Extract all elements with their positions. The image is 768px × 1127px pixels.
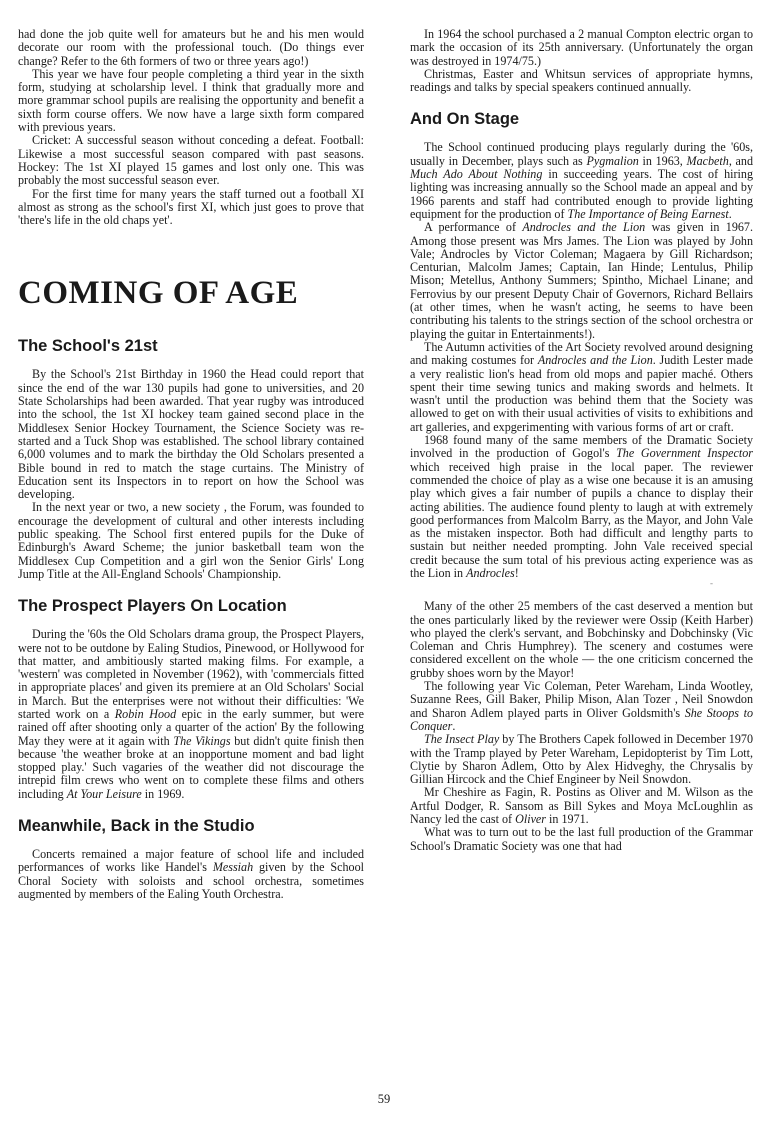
- paragraph: For the first time for many years the staff turned out a football XI almost as strong as the school's first XI, which just goes to prove that 'there's life in the old chaps yet'.: [18, 186, 364, 228]
- heading-schools-21st: The School's 21st: [18, 337, 158, 356]
- heading-back-in-studio: Meanwhile, Back in the Studio: [18, 817, 255, 836]
- paragraph: During the '60s the Old Scholars drama group, the Prospect Players, were not to be outdone by Ealing Studios, Pinewood, or Hollywood for that matter, and ambitiously started making films. For example, a 'western' was completed in November (1962), with 'commercials fitted in appropriate places' and given its premiere at an Old Scholars' Social in March. But the enterprises were not without their difficulties: 'We started work on a Robin Hood epic in the early summer, but were rained off after shooting only a quarter of the action' By the following May they were at it again with The Vikings but didn't quite finish then because 'the weather broke at an inopportune moment and bad light stopped play.' Such vagaries of the weather did not discourage the intrepid film crews who went on to complete these films and others including At Your Leisure in 1969.: [18, 627, 364, 801]
- paragraph: What was to turn out to be the last full production of the Grammar School's Dramatic Society was one that had: [410, 825, 753, 853]
- paragraph: had done the job quite well for amateurs but he and his men would decorate our room with the professional touch. (Do things ever change? Refer to the 6th formers of two or three years ago!): [18, 27, 364, 68]
- paragraph: In 1964 the school purchased a 2 manual Compton electric organ to mark the occasion of its 25th anniversary. (Unfortunately the organ was destroyed in 1974/75.): [410, 27, 753, 68]
- paragraph: This year we have four people completing a third year in the sixth form, studying at scholarship level. I think that gradually more and more grammar school pupils are realising the opportunity and benefit a sixth form course offers. We now have a large sixth form compared with previous years.: [18, 66, 364, 135]
- paragraph: The Autumn activities of the Art Society revolved around designing and making costumes for Androcles and the Lion. Judith Lester made a very realistic lion's head from old mops and papier maché. Others spent their time sewing tunics and making swords and helmets. It wasn't until the production was behind them that the Society was allowed to get on with their usual activities of visits to exhibitions and art galleries, and expgerimenting with various forms of art or craft.: [410, 339, 753, 434]
- paragraph: In the next year or two, a new society , the Forum, was founded to encourage the development of cultural and other interests including public speaking. The School first entered pupils for the Duke of Edinburgh's Award Scheme; the junior basketball team won the Middlesex Cup Competition and a girl won the Senior Girls' Long Jump Title at the All-England Schools' Championship.: [18, 500, 364, 581]
- paragraph: 1968 found many of the same members of the Dramatic Society involved in the production of Gogol's The Government Inspector which received high praise in the local paper. The reviewer commended the choice of play as a wise one because it is an amusing play which gives a fair number of pupils a chance to display their acting abilities. The audience found plenty to laugh at with extremely good performances from Malcolm Barry, as the Mayor, and John Vale as the mistaken inspector. Both had difficult and lengthy parts to sustain but neither needed prompting. John Vale received special credit because the sum total of his previous acting experience was as the Lion in Androcles!: [410, 433, 753, 580]
- heading-prospect-players: The Prospect Players On Location: [18, 597, 287, 616]
- heading-and-on-stage: And On Stage: [410, 110, 520, 129]
- page-number: 59: [377, 1092, 391, 1106]
- paragraph: Christmas, Easter and Whitsun services of appropriate hymns, readings and talks by special speakers continued annually.: [410, 66, 753, 95]
- paragraph: Mr Cheshire as Fagin, R. Postins as Oliver and M. Wilson as the Artful Dodger, R. Sansom as Bill Sykes and Moya McLoughlin as Nancy led the cast of Oliver in 1971.: [410, 785, 753, 827]
- paragraph: A performance of Androcles and the Lion was given in 1967. Among those present was Mrs James. The Lion was played by John Vale; Androcles by Victor Coleman; Magaera by Gill Richardson; Centurian, Malcolm James; Captain, Ian Hinde; Lentulus, Philip Mison; Metellus, Anthony Summers; Spintho, Michael Linane; and Ferrovius by our present Deputy Chair of Governors, Richard Bellairs (at other times, when he wasn't acting, he seems to have been contributing his talents to the strings section of the school orchestra or playing the guitar in Entertainments!).: [410, 220, 753, 341]
- right-column: [410, 28, 753, 853]
- paragraph: The School continued producing plays regularly during the '60s, usually in December, plays such as Pygmalion in 1963, Macbeth, and Much Ado About Nothing in succeeding years. The cost of hiring lighting was increasing annually so the School made an appeal and by 1966 parents and staff had contributed enough to provide lighting equipment for the production of The Importance of Being Earnest.: [410, 140, 753, 221]
- stray-mark: -: [710, 578, 713, 589]
- paragraph: The Insect Play by The Brothers Capek followed in December 1970 with the Tramp played by Peter Wareham, Lepidopterist by Tim Lott, Clytie by Sharon Adlem, Otto by Alex Hidveghy, the Chrysalis by Gillian Hircock and the Chief Engineer by Neil Snowdon.: [410, 732, 753, 787]
- paragraph: Cricket: A successful season without conceding a defeat. Football: Likewise a most successful season compared with past seasons. Hockey: The 1st XI played 15 games and lost only one. This was probably the most successful season ever.: [18, 133, 364, 188]
- left-column: [18, 28, 364, 901]
- paragraph: The following year Vic Coleman, Peter Wareham, Linda Wootley, Suzanne Rees, Gill Baker, Philip Mison, Alan Tozer , Neil Snowdon and Sharon Adlem played parts in Oliver Goldsmith's She Stoops to Conquer.: [410, 679, 753, 733]
- paragraph: Many of the other 25 members of the cast deserved a mention but the ones particularly liked by the reviewer were Ossip (Keith Harber) who played the clerk's servant, and Bobchinsky and Dobchinsky (Vic Coleman and Chris Humphrey). The scenery and costumes were considered excellent on the whole — the one criticism concerned the grubby shoes worn by the Mayor!: [410, 599, 753, 680]
- paragraph: By the School's 21st Birthday in 1960 the Head could report that since the end of the war 130 pupils had gone to universities, and 20 State Scholarships had been awarded. That year rugby was introduced into the school, the 1st XI hockey team gained second place in the Middlesex Senior Hockey Tournament, the Science Society was re-started and a Tuck Shop was established. The school library contained 6,000 volumes and to mark the birthday the Old Scholars presented a Bible bound in red to match the stage curtains. The Ministry of Education sent its Inspectors in to report on how the School was developing.: [18, 367, 364, 502]
- section-title: COMING OF AGE: [18, 275, 299, 312]
- paragraph: Concerts remained a major feature of school life and included performances of works like Handel's Messiah given by the School Choral Society with soloists and school orchestra, sometimes augmented by members of the Ealing Youth Orchestra.: [18, 847, 364, 901]
